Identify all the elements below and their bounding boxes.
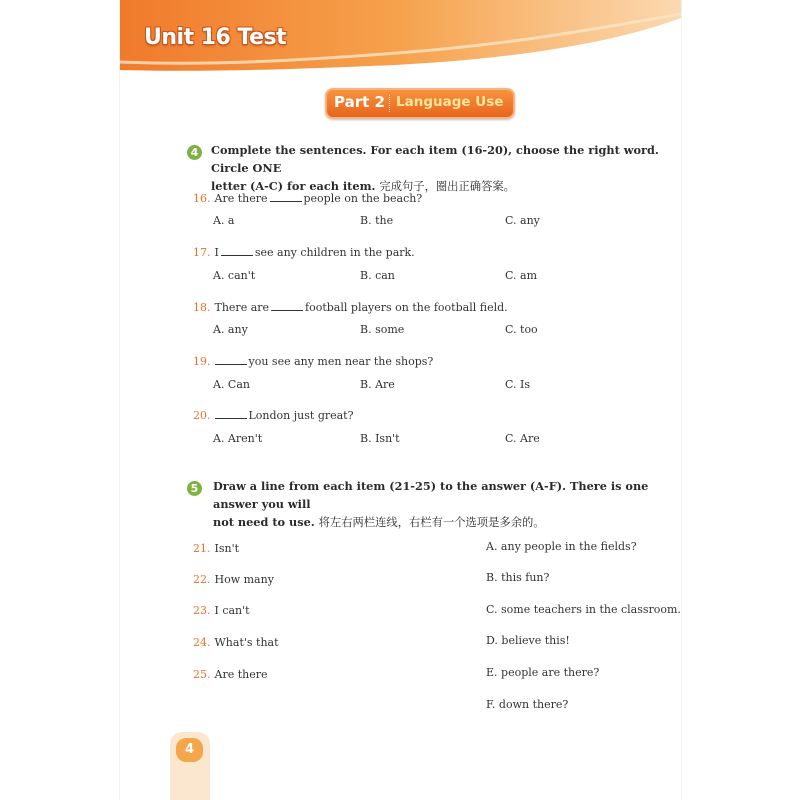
option-16-c[interactable]: C. any xyxy=(505,214,540,227)
answer-blank[interactable] xyxy=(270,192,302,202)
match-item-23[interactable] xyxy=(193,604,250,617)
section-5-instruction-en: not need to use. xyxy=(213,515,315,529)
match-answer-b[interactable]: B. this fun? xyxy=(486,571,550,584)
match-answer-c[interactable]: C. some teachers in the classroom. xyxy=(486,603,681,616)
answer-blank[interactable] xyxy=(271,301,303,311)
item-text: I can't xyxy=(214,604,250,617)
part-badge xyxy=(325,88,515,119)
option-17-c[interactable]: C. am xyxy=(505,269,538,282)
part-number: Part 2 xyxy=(334,93,385,111)
question-text-after: see any children in the park. xyxy=(254,246,415,259)
question-20 xyxy=(193,409,354,422)
answer-blank[interactable] xyxy=(215,409,247,419)
section-5-instruction-line1: Draw a line from each item (21-25) to the answer (A-F). There is one answer you will xyxy=(213,479,649,511)
match-answer-f[interactable]: F. down there? xyxy=(486,698,569,711)
question-number: 18. xyxy=(193,301,211,314)
option-20-b[interactable]: B. Isn't xyxy=(360,432,400,445)
page-number: 4 xyxy=(176,738,203,762)
section-4-instruction-en: letter (A-C) for each item. xyxy=(211,179,376,193)
match-item-21[interactable] xyxy=(193,542,239,555)
item-text: What's that xyxy=(214,636,279,649)
item-number: 23. xyxy=(193,604,211,617)
item-number: 22. xyxy=(193,573,211,586)
match-item-24[interactable] xyxy=(193,636,279,649)
part-divider xyxy=(389,95,390,112)
question-number: 16. xyxy=(193,192,211,205)
header-banner xyxy=(120,0,681,75)
question-text-after: people on the beach? xyxy=(303,192,423,205)
item-number: 24. xyxy=(193,636,211,649)
option-19-c[interactable]: C. Is xyxy=(505,378,531,391)
section-4-instruction xyxy=(211,141,671,196)
option-18-a[interactable]: A. any xyxy=(213,323,248,336)
section-4-instruction-cn: 完成句子，圈出正确答案。 xyxy=(379,180,515,193)
item-text: Isn't xyxy=(214,542,240,555)
option-18-c[interactable]: C. too xyxy=(505,323,538,336)
question-text-after: football players on the football field. xyxy=(305,301,508,314)
section-4-instruction-line1: Complete the sentences. For each item (16-20), choose the right word. Circle ONE xyxy=(211,143,659,175)
section-5-instruction-line2 xyxy=(213,513,673,532)
match-answer-d[interactable]: D. believe this! xyxy=(486,634,570,647)
question-16 xyxy=(193,192,422,205)
option-17-b[interactable]: B. can xyxy=(360,269,395,282)
section-4-number: 4 xyxy=(187,145,202,160)
option-19-b[interactable]: B. Are xyxy=(360,378,395,391)
question-number: 17. xyxy=(193,246,211,259)
option-16-b[interactable]: B. the xyxy=(360,214,394,227)
match-item-22[interactable] xyxy=(193,573,274,586)
question-text-after: London just great? xyxy=(248,409,354,422)
option-19-a[interactable]: A. Can xyxy=(213,378,250,391)
item-text: How many xyxy=(214,573,274,586)
option-20-a[interactable]: A. Aren't xyxy=(213,432,263,445)
answer-blank[interactable] xyxy=(221,246,253,256)
option-20-c[interactable]: C. Are xyxy=(505,432,540,445)
unit-title: Unit 16 Test xyxy=(144,25,287,50)
option-18-b[interactable]: B. some xyxy=(360,323,405,336)
part-name: Language Use xyxy=(396,94,504,110)
option-17-a[interactable]: A. can't xyxy=(213,269,256,282)
question-19 xyxy=(193,355,433,368)
section-5-instruction xyxy=(213,477,673,532)
question-text-before: There are xyxy=(214,301,270,314)
question-number: 19. xyxy=(193,355,211,368)
section-5-instruction-cn: 将左右两栏连线，右栏有一个选项是多余的。 xyxy=(318,516,545,529)
match-answer-a[interactable]: A. any people in the fields? xyxy=(486,540,637,553)
option-16-a[interactable]: A. a xyxy=(213,214,235,227)
question-17 xyxy=(193,246,415,259)
question-number: 20. xyxy=(193,409,211,422)
question-text-before: Are there xyxy=(214,192,268,205)
question-text-after: you see any men near the shops? xyxy=(248,355,434,368)
match-answer-e[interactable]: E. people are there? xyxy=(486,666,600,679)
item-text: Are there xyxy=(214,668,268,681)
worksheet-page xyxy=(120,0,681,800)
answer-blank[interactable] xyxy=(215,355,247,365)
question-text-before: I xyxy=(214,246,219,259)
item-number: 21. xyxy=(193,542,211,555)
match-item-25[interactable] xyxy=(193,668,268,681)
question-18 xyxy=(193,301,508,314)
item-number: 25. xyxy=(193,668,211,681)
section-5-number: 5 xyxy=(187,481,202,496)
